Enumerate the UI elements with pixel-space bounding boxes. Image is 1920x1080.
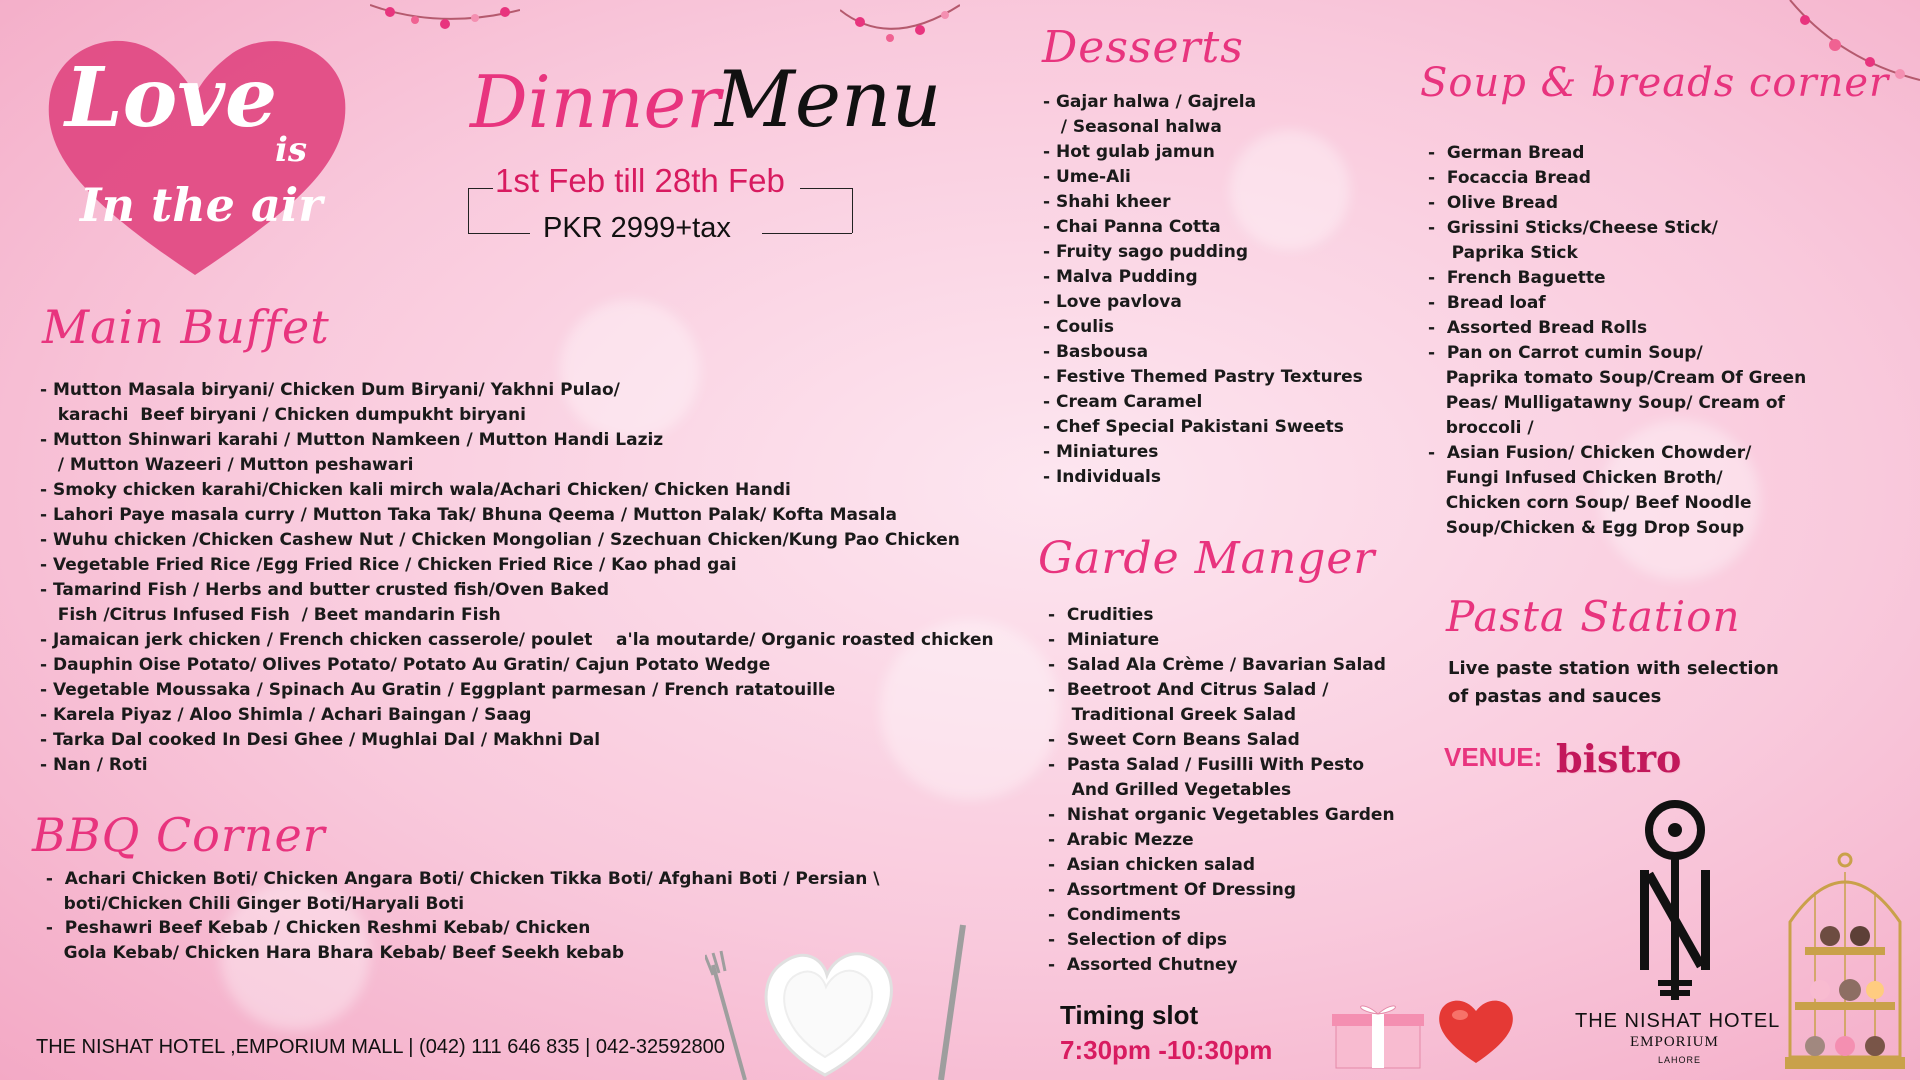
menu-item: - Condiments	[1048, 905, 1181, 925]
menu-item: Soup/Chicken & Egg Drop Soup	[1428, 518, 1745, 538]
menu-item: - Miniature	[1048, 630, 1160, 650]
promo-price: PKR 2999+tax	[543, 212, 731, 244]
menu-item: - Shahi kheer	[1043, 192, 1171, 212]
menu-item: - Hot gulab jamun	[1043, 142, 1215, 162]
menu-item: Gola Kebab/ Chicken Hara Bhara Kebab/ Beef Seekh kebab	[40, 942, 625, 963]
menu-item: - Lahori Paye masala curry / Mutton Taka Tak/ Bhuna Qeema / Mutton Palak/ Kofta Masala	[40, 505, 897, 525]
menu-item: Fish /Citrus Infused Fish / Beet mandarin Fish	[40, 605, 501, 625]
venue-bistro-logo: bistro	[1556, 736, 1682, 781]
menu-item: - Bread loaf	[1428, 293, 1546, 313]
menu-item: - Mutton Shinwari karahi / Mutton Namkeen / Mutton Handi Laziz	[40, 430, 664, 450]
heart-plate-cutlery-icon	[705, 915, 985, 1080]
menu-item: - Tamarind Fish / Herbs and butter crusted fish/Oven Baked	[40, 580, 610, 600]
title-frame-left	[468, 188, 469, 233]
menu-item: - German Bread	[1428, 143, 1585, 163]
menu-item: - Fruity sago pudding	[1043, 242, 1249, 262]
menu-item: - Vegetable Fried Rice /Egg Fried Rice / Chicken Fried Rice / Kao phad gai	[40, 555, 737, 575]
hotel-city: LAHORE	[1658, 1055, 1702, 1065]
menu-item: - Crudities	[1048, 605, 1154, 625]
menu-item: Paprika tomato Soup/Cream Of Green	[1428, 368, 1807, 388]
menu-item: - Smoky chicken karahi/Chicken kali mirch wala/Achari Chicken/ Chicken Handi	[40, 480, 791, 500]
menu-item: / Mutton Wazeeri / Mutton peshawari	[40, 455, 414, 475]
menu-item: - Gajar halwa / Gajrela	[1043, 92, 1257, 112]
menu-item: karachi Beef biryani / Chicken dumpukht biryani	[40, 405, 526, 425]
title-dinner: Dinner	[470, 60, 721, 144]
menu-item: - Dauphin Oise Potato/ Olives Potato/ Potato Au Gratin/ Cajun Potato Wedge	[40, 655, 771, 675]
menu-item: - Pasta Salad / Fusilli With Pesto	[1048, 755, 1365, 775]
menu-item: - Chef Special Pakistani Sweets	[1043, 417, 1344, 437]
menu-item: / Seasonal halwa	[1043, 117, 1222, 137]
menu-item: - Miniatures	[1043, 442, 1159, 462]
menu-item: Chicken corn Soup/ Beef Noodle	[1428, 493, 1752, 513]
garde-manger-heading: Garde Manger	[1038, 533, 1376, 584]
menu-item: - Salad Ala Crème / Bavarian Salad	[1048, 655, 1386, 675]
logo-is-text: is	[275, 130, 308, 170]
hotel-name: THE NISHAT HOTEL	[1575, 1010, 1781, 1032]
menu-item: - Festive Themed Pastry Textures	[1043, 367, 1363, 387]
timing-slot-value: 7:30pm -10:30pm	[1060, 1035, 1273, 1065]
promo-dates: 1st Feb till 28th Feb	[495, 162, 785, 199]
nishat-key-logo-icon	[1630, 800, 1720, 1000]
desserts-list	[1043, 90, 1363, 490]
menu-item: broccoli /	[1428, 418, 1534, 438]
menu-item: - Focaccia Bread	[1428, 168, 1591, 188]
menu-item: - Asian Fusion/ Chicken Chowder/	[1428, 443, 1752, 463]
menu-item: - Coulis	[1043, 317, 1115, 337]
logo-love-text: Love	[65, 50, 278, 146]
menu-item: - Individuals	[1043, 467, 1161, 487]
garde-manger-list	[1048, 603, 1395, 978]
menu-item: - Assorted Chutney	[1048, 955, 1238, 975]
menu-item: - Mutton Masala biryani/ Chicken Dum Biryani/ Yakhni Pulao/	[40, 380, 620, 400]
menu-item: - Wuhu chicken /Chicken Cashew Nut / Chicken Mongolian / Szechuan Chicken/Kung Pao Chicken	[40, 530, 960, 550]
menu-item: Fungi Infused Chicken Broth/	[1428, 468, 1723, 488]
title-menu: Menu	[715, 55, 942, 145]
menu-item: - Cream Caramel	[1043, 392, 1203, 412]
menu-item: boti/Chicken Chili Ginger Boti/Haryali Boti	[40, 893, 465, 914]
menu-item: - Karela Piyaz / Aloo Shimla / Achari Baingan / Saag	[40, 705, 532, 725]
menu-item: - French Baguette	[1428, 268, 1606, 288]
menu-item: - Assorted Bread Rolls	[1428, 318, 1648, 338]
menu-item: - Pan on Carrot cumin Soup/	[1428, 343, 1703, 363]
gift-box-icon	[1330, 1000, 1426, 1070]
title-frame-top-right	[800, 188, 852, 189]
menu-item: - Olive Bread	[1428, 193, 1559, 213]
hotel-subtitle: EMPORIUM	[1630, 1034, 1719, 1050]
logo-in-the-air-text: In the air	[80, 178, 323, 232]
red-heart-icon	[1436, 995, 1516, 1065]
footer-contact-info: THE NISHAT HOTEL ,EMPORIUM MALL | (042) 111 646 835 | 042-32592800	[36, 1036, 725, 1058]
timing-slot-label: Timing slot	[1060, 1000, 1199, 1030]
bbq-heading: BBQ Corner	[32, 808, 326, 862]
pasta-station-heading: Pasta Station	[1446, 592, 1741, 641]
menu-item: - Asian chicken salad	[1048, 855, 1256, 875]
menu-item: - Sweet Corn Beans Salad	[1048, 730, 1300, 750]
venue-label: VENUE:	[1444, 742, 1543, 772]
title-frame-top-left	[468, 188, 493, 189]
main-buffet-heading: Main Buffet	[42, 300, 330, 354]
menu-item: - Tarka Dal cooked In Desi Ghee / Mughlai Dal / Makhni Dal	[40, 730, 601, 750]
desserts-heading: Desserts	[1042, 22, 1244, 73]
soup-breads-heading: Soup & breads corner	[1420, 60, 1890, 106]
menu-item: - Selection of dips	[1048, 930, 1228, 950]
blossom-branch-decoration	[840, 0, 960, 60]
menu-item: - Achari Chicken Boti/ Chicken Angara Boti/ Chicken Tikka Boti/ Afghani Boti / Persian \	[40, 869, 880, 889]
menu-item: - Love pavlova	[1043, 292, 1182, 312]
soup-breads-list	[1428, 141, 1806, 541]
menu-item: Paprika Stick	[1428, 243, 1578, 263]
menu-item: - Beetroot And Citrus Salad /	[1048, 680, 1329, 700]
birdcage-dessert-stand-icon	[1775, 852, 1915, 1077]
title-frame-bottom-right	[762, 233, 852, 234]
menu-item: And Grilled Vegetables	[1048, 780, 1292, 800]
menu-item: - Nishat organic Vegetables Garden	[1048, 805, 1395, 825]
menu-item: - Grissini Sticks/Cheese Stick/	[1428, 218, 1718, 238]
menu-item: - Ume-Ali	[1043, 167, 1131, 187]
main-buffet-list	[40, 378, 994, 778]
menu-item: - Basbousa	[1043, 342, 1149, 362]
menu-item: - Peshawri Beef Kebab / Chicken Reshmi Kebab/ Chicken	[40, 918, 591, 938]
menu-item: - Vegetable Moussaka / Spinach Au Gratin / Eggplant parmesan / French ratatouille	[40, 680, 836, 700]
menu-item: - Nan / Roti	[40, 755, 148, 775]
menu-item: - Jamaican jerk chicken / French chicken casserole/ poulet a'la moutarde/ Organic roasted chicken	[40, 630, 994, 650]
menu-item: - Malva Pudding	[1043, 267, 1198, 287]
title-frame-right	[852, 188, 853, 233]
menu-item: - Arabic Mezze	[1048, 830, 1194, 850]
menu-item: - Chai Panna Cotta	[1043, 217, 1221, 237]
menu-item: Traditional Greek Salad	[1048, 705, 1297, 725]
menu-item: Peas/ Mulligatawny Soup/ Cream of	[1428, 393, 1785, 413]
title-frame-bottom-left	[468, 233, 530, 234]
menu-item: - Assortment Of Dressing	[1048, 880, 1296, 900]
pasta-station-description: Live paste station with selection of pastas and sauces	[1448, 658, 1779, 707]
blossom-branch-decoration	[370, 0, 520, 40]
